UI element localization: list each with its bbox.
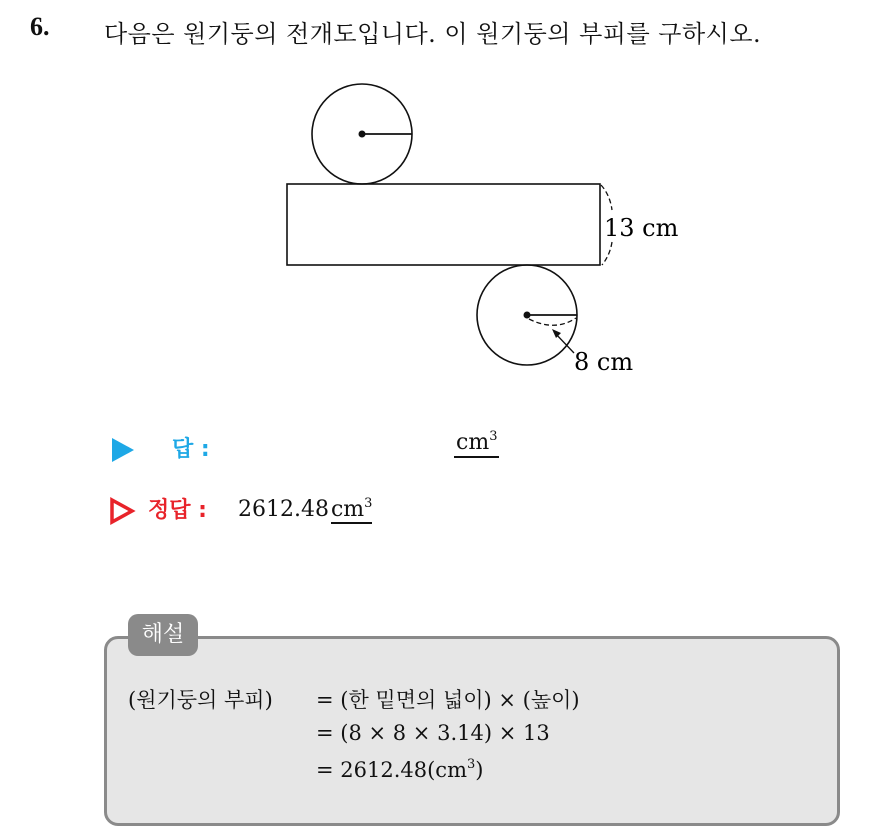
question-number: 6. bbox=[30, 12, 50, 41]
radius-brace bbox=[529, 318, 576, 325]
answer-unit-exp: 3 bbox=[489, 429, 498, 444]
correct-answer-unit-exp: 3 bbox=[364, 496, 373, 511]
correct-answer-value: 2612.48 bbox=[238, 497, 329, 522]
correct-answer-label: 정답 : bbox=[148, 498, 207, 523]
answer-label: 답 : bbox=[172, 437, 210, 462]
solution-line3-exp: 3 bbox=[466, 757, 476, 772]
lateral-rectangle bbox=[287, 184, 600, 265]
solution-tab: 해설 bbox=[128, 614, 198, 656]
correct-answer-unit: cm bbox=[330, 497, 365, 522]
correct-answer-value-wrap bbox=[238, 497, 372, 524]
question-text: 다음은 원기둥의 전개도입니다. 이 원기둥의 부피를 구하시오. bbox=[104, 20, 762, 48]
outline-triangle-icon bbox=[108, 497, 136, 525]
solution-line3 bbox=[316, 758, 483, 782]
height-label: 13 cm bbox=[604, 214, 679, 242]
solution-line3-post: ) bbox=[475, 758, 484, 782]
solution-line2: = (8 × 8 × 3.14) × 13 bbox=[316, 721, 550, 745]
correct-answer-unit-wrap bbox=[331, 498, 372, 524]
play-triangle-icon bbox=[112, 438, 134, 462]
height-brace-lower bbox=[602, 242, 612, 265]
correct-answer-row bbox=[108, 493, 528, 533]
solution-line3-pre: = 2612.48(cm bbox=[316, 758, 467, 782]
answer-row bbox=[108, 430, 528, 470]
height-brace bbox=[601, 185, 612, 210]
solution-line1-rhs: = (한 밑면의 넓이) × (높이) bbox=[316, 688, 580, 712]
answer-unit: cm bbox=[456, 430, 490, 455]
radius-arrow-head bbox=[552, 329, 561, 338]
solution-line1-lhs: (원기둥의 부피) bbox=[128, 688, 273, 712]
radius-label: 8 cm bbox=[574, 348, 634, 376]
cylinder-net-figure bbox=[0, 0, 884, 400]
answer-unit-blank[interactable] bbox=[454, 430, 499, 458]
